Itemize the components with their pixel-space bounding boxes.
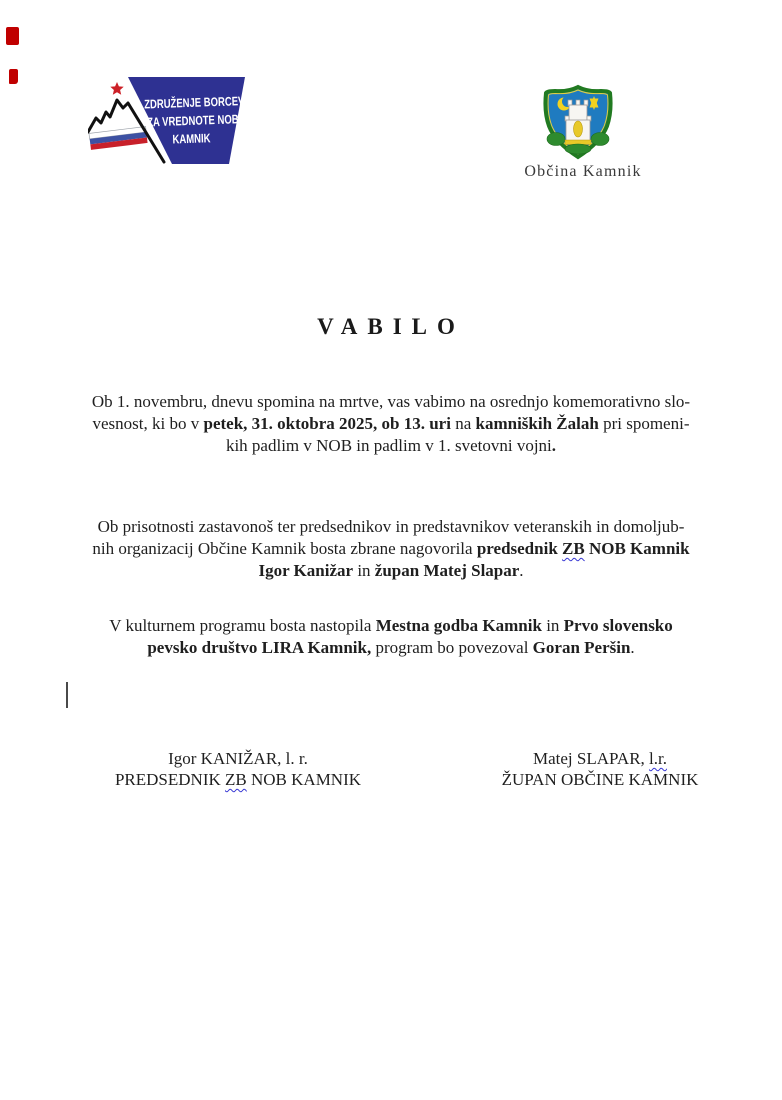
logo-text-line-2: ZA VREDNOTE NOB <box>146 113 239 130</box>
tower-figure <box>574 121 583 137</box>
text-run: Goran Peršin <box>532 638 631 657</box>
signature-right <box>410 748 782 790</box>
text-run: pevsko društvo LIRA Kamnik, <box>147 638 372 657</box>
text-line <box>48 748 428 769</box>
text-run: in <box>353 561 375 580</box>
margin-revision-mark-2 <box>9 69 18 84</box>
text-run: . <box>551 436 557 455</box>
text-line <box>28 435 754 457</box>
text-run: vesnost, ki bo v <box>92 414 204 433</box>
text-line <box>28 560 754 582</box>
text-line <box>410 748 782 769</box>
text-run: petek, 31. oktobra 2025, ob 13. uri <box>203 414 451 433</box>
text-line <box>28 413 754 435</box>
text-run: pri spomeni- <box>598 414 690 433</box>
zb-nob-kamnik-logo <box>88 74 248 166</box>
text-run: NOB KAMNIK <box>246 770 362 789</box>
text-run: in <box>541 616 564 635</box>
text-run: l.r. <box>649 749 667 768</box>
text-run: V kulturnem programu bosta nastopila <box>109 616 376 635</box>
zb-logo-graphic <box>88 74 248 166</box>
text-run: ŽUPAN OBČINE KAMNIK <box>501 770 699 789</box>
text-run: . <box>519 561 524 580</box>
text-line <box>28 637 754 659</box>
paragraph-event-details <box>28 391 754 457</box>
text-run: Matej SLAPAR, <box>533 749 650 768</box>
text-run: Ob prisotnosti zastavonoš ter predsednikov in predstavnikov veteranskih in domoljub- <box>97 517 685 536</box>
text-run: predsednik <box>476 539 563 558</box>
text-run: nih organizacij Občine Kamnik bosta zbrane nagovorila <box>92 539 477 558</box>
coat-of-arms-graphic <box>541 84 615 160</box>
text-run: na <box>450 414 476 433</box>
text-line <box>28 391 754 413</box>
text-run: kamniških Žalah <box>475 414 599 433</box>
red-star-icon <box>110 82 123 95</box>
paragraph-speakers <box>28 516 754 582</box>
text-line <box>48 769 428 790</box>
text-run: program bo povezoval <box>371 638 533 657</box>
text-run: Prvo slovensko <box>563 616 673 635</box>
text-run: PREDSEDNIK <box>114 770 226 789</box>
text-run: Mestna godba Kamnik <box>375 616 542 635</box>
text-run: NOB Kamnik <box>584 539 690 558</box>
text-run: ZB <box>562 539 585 558</box>
text-line <box>410 769 782 790</box>
slovenian-flag-icon <box>89 127 148 150</box>
text-run: Ob 1. novembru, dnevu spomina na mrtve, vas vabimo na osrednjo komemorativno slo- <box>91 392 691 411</box>
text-line <box>28 516 754 538</box>
logo-text-line-3: KAMNIK <box>172 132 211 147</box>
text-line <box>28 615 754 637</box>
text-cursor[interactable] <box>66 682 68 708</box>
paragraph-cultural-program <box>28 615 754 659</box>
text-run: župan Matej Slapar <box>374 561 520 580</box>
text-run: Igor Kanižar <box>258 561 354 580</box>
margin-revision-mark-1 <box>6 27 19 45</box>
text-run: kih padlim v NOB in padlim v 1. svetovni vojni <box>225 436 552 455</box>
text-run: Igor KANIŽAR, l. r. <box>168 749 308 768</box>
invitation-title: VABILO <box>317 314 465 339</box>
signature-left <box>48 748 428 790</box>
text-run: . <box>630 638 635 657</box>
text-line <box>28 538 754 560</box>
castle-tower-icon <box>565 100 591 142</box>
text-run: ZB <box>225 770 247 789</box>
obcina-kamnik-coat-of-arms <box>541 84 615 160</box>
arms-caption: Občina Kamnik <box>524 163 642 180</box>
logo-text-line-1: ZDRUŽENJE BORCEV <box>143 94 245 112</box>
